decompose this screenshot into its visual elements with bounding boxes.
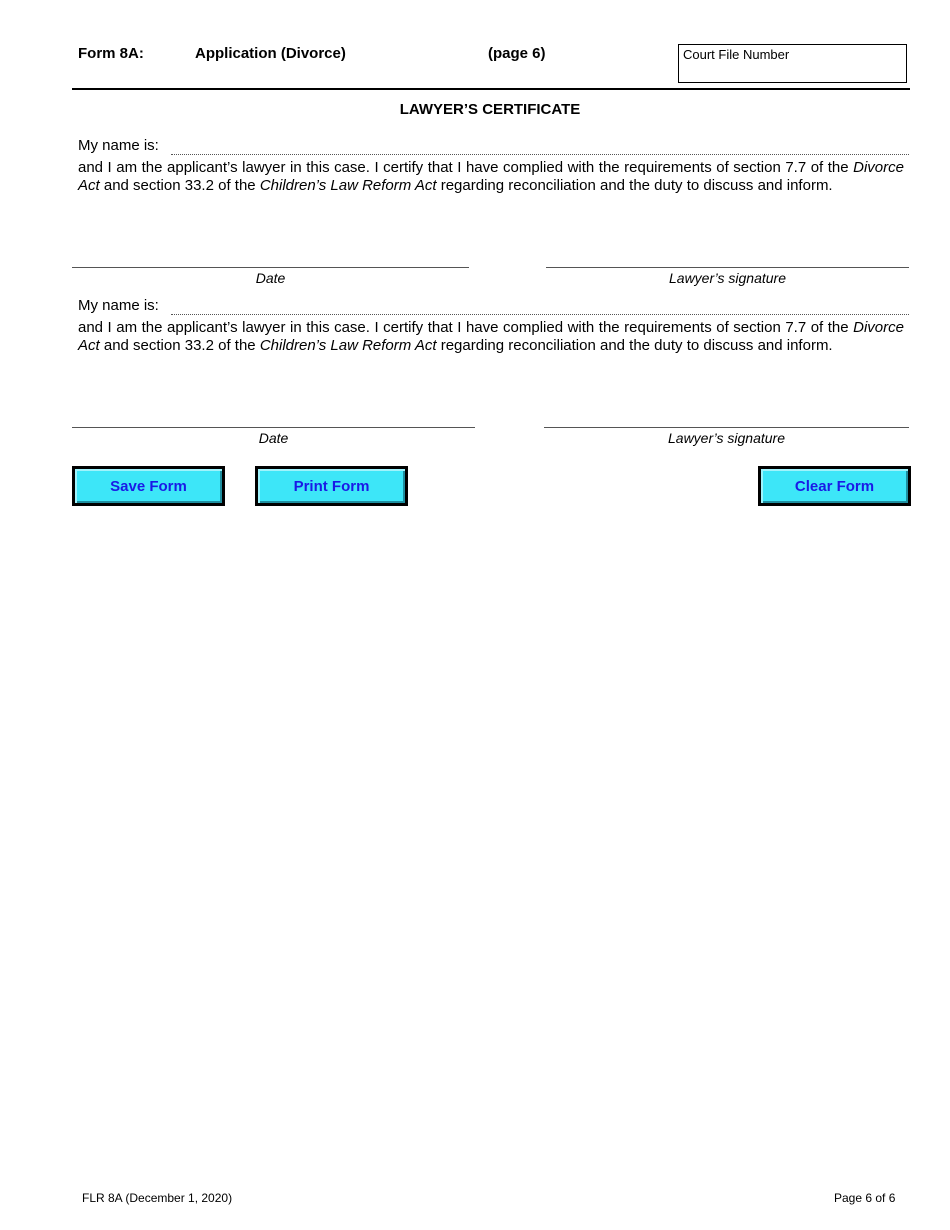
header-divider: [72, 88, 910, 90]
footer-form-id: FLR 8A (December 1, 2020): [82, 1191, 233, 1205]
form-title: Application (Divorce): [195, 45, 346, 62]
page-label: (page 6): [488, 45, 546, 62]
signature-line-1[interactable]: [546, 267, 909, 268]
certificate-text-2: and I am the applicant’s lawyer in this case. I certify that I have complied with the requirements of section 7.7 of the Divorce Act and section 33.2 of the Children’s Law Reform Act regarding reconciliation and the duty to discuss and inform.: [78, 319, 904, 354]
clear-form-button[interactable]: Clear Form: [758, 466, 911, 506]
date-line-2[interactable]: [72, 427, 475, 428]
court-file-number-field[interactable]: [678, 44, 907, 83]
save-form-button[interactable]: Save Form: [72, 466, 225, 506]
certificate-text-1: and I am the applicant’s lawyer in this case. I certify that I have complied with the requirements of section 7.7 of the Divorce Act and section 33.2 of the Children’s Law Reform Act regarding reconciliation and the duty to discuss and inform.: [78, 159, 904, 194]
signature-line-2[interactable]: [544, 427, 909, 428]
date-line-1[interactable]: [72, 267, 469, 268]
section-title: LAWYER’S CERTIFICATE: [399, 101, 581, 118]
print-form-button[interactable]: Print Form: [255, 466, 408, 506]
form-number: Form 8A:: [78, 45, 144, 62]
footer-page-count: Page 6 of 6: [834, 1191, 896, 1205]
date-caption-1: Date: [255, 270, 286, 286]
signature-caption-2: Lawyer’s signature: [668, 430, 785, 446]
date-caption-2: Date: [258, 430, 289, 446]
court-file-number-label: Court File Number: [683, 47, 790, 62]
name-label-2: My name is:: [78, 297, 159, 314]
signature-caption-1: Lawyer’s signature: [669, 270, 786, 286]
lawyer-name-input-2[interactable]: [171, 314, 909, 315]
name-label-1: My name is:: [78, 137, 159, 154]
lawyer-name-input-1[interactable]: [171, 154, 909, 155]
